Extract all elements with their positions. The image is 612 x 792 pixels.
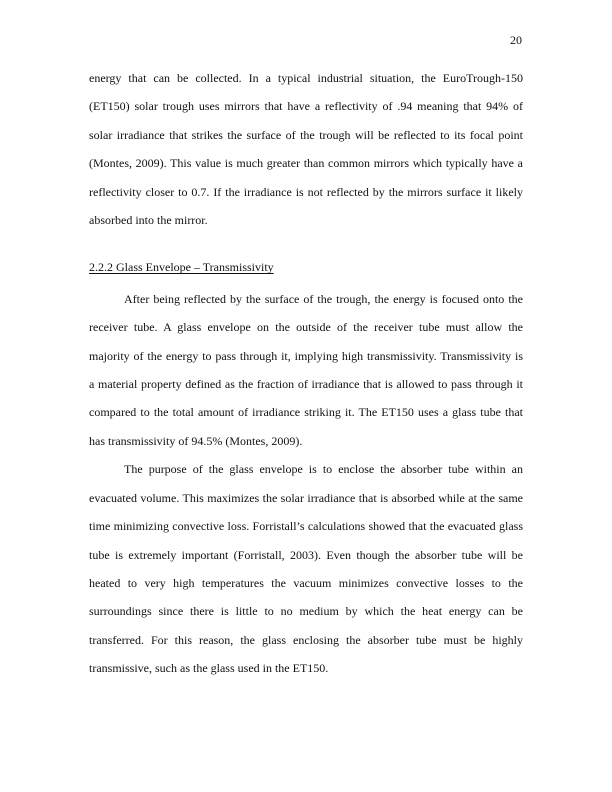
text-line: heated to very high temperatures the vacuum minimizes convective losses to the	[89, 575, 523, 590]
text-line: receiver tube. A glass envelope on the outside of the receiver tube must allow the	[89, 320, 523, 335]
paragraph-glass-envelope-purpose	[89, 455, 523, 682]
text-line: (ET150) solar trough uses mirrors that have a reflectivity of .94 meaning that 94% of	[89, 99, 523, 114]
text-line: time minimizing convective loss. Forristall’s calculations showed that the evacuated glass	[89, 519, 523, 534]
text-line: The purpose of the glass envelope is to enclose the absorber tube within an	[124, 462, 523, 477]
text-line: compared to the total amount of irradiance striking it. The ET150 uses a glass tube that	[89, 405, 523, 420]
text-line: a material property defined as the fraction of irradiance that is allowed to pass through it	[89, 377, 523, 392]
page-number: 20	[510, 33, 522, 47]
text-line: transferred. For this reason, the glass enclosing the absorber tube must be highly	[89, 632, 523, 647]
text-line: (Montes, 2009). This value is much greater than common mirrors which typically have a	[89, 156, 523, 171]
text-line: energy that can be collected. In a typical industrial situation, the EuroTrough-150	[89, 71, 523, 85]
paragraph-energy-collected	[89, 64, 523, 234]
text-line: transmissive, such as the glass used in the ET150.	[89, 661, 329, 676]
page-content	[89, 64, 523, 683]
text-line: After being reflected by the surface of the trough, the energy is focused onto the	[124, 291, 523, 306]
text-line: reflectivity closer to 0.7. If the irradiance is not reflected by the mirrors surface it likely	[89, 184, 523, 199]
text-line: evacuated volume. This maximizes the solar irradiance that is absorbed while at the same	[89, 490, 523, 505]
text-line: tube is extremely important (Forristall, 2003). Even though the absorber tube will be	[89, 547, 523, 562]
text-line: majority of the energy to pass through it, implying high transmissivity. Transmissivity is	[89, 348, 523, 363]
paragraph-glass-envelope-transmissivity	[89, 285, 523, 455]
text-line: surroundings since there is little to no medium by which the heat energy can be	[89, 604, 523, 619]
text-line: solar irradiance that strikes the surface of the trough will be reflected to its focal point	[89, 127, 523, 142]
text-line: has transmissivity of 94.5% (Montes, 2009).	[89, 433, 303, 448]
section-heading: 2.2.2 Glass Envelope – Transmissivity	[89, 260, 274, 275]
text-line: absorbed into the mirror.	[89, 213, 208, 228]
